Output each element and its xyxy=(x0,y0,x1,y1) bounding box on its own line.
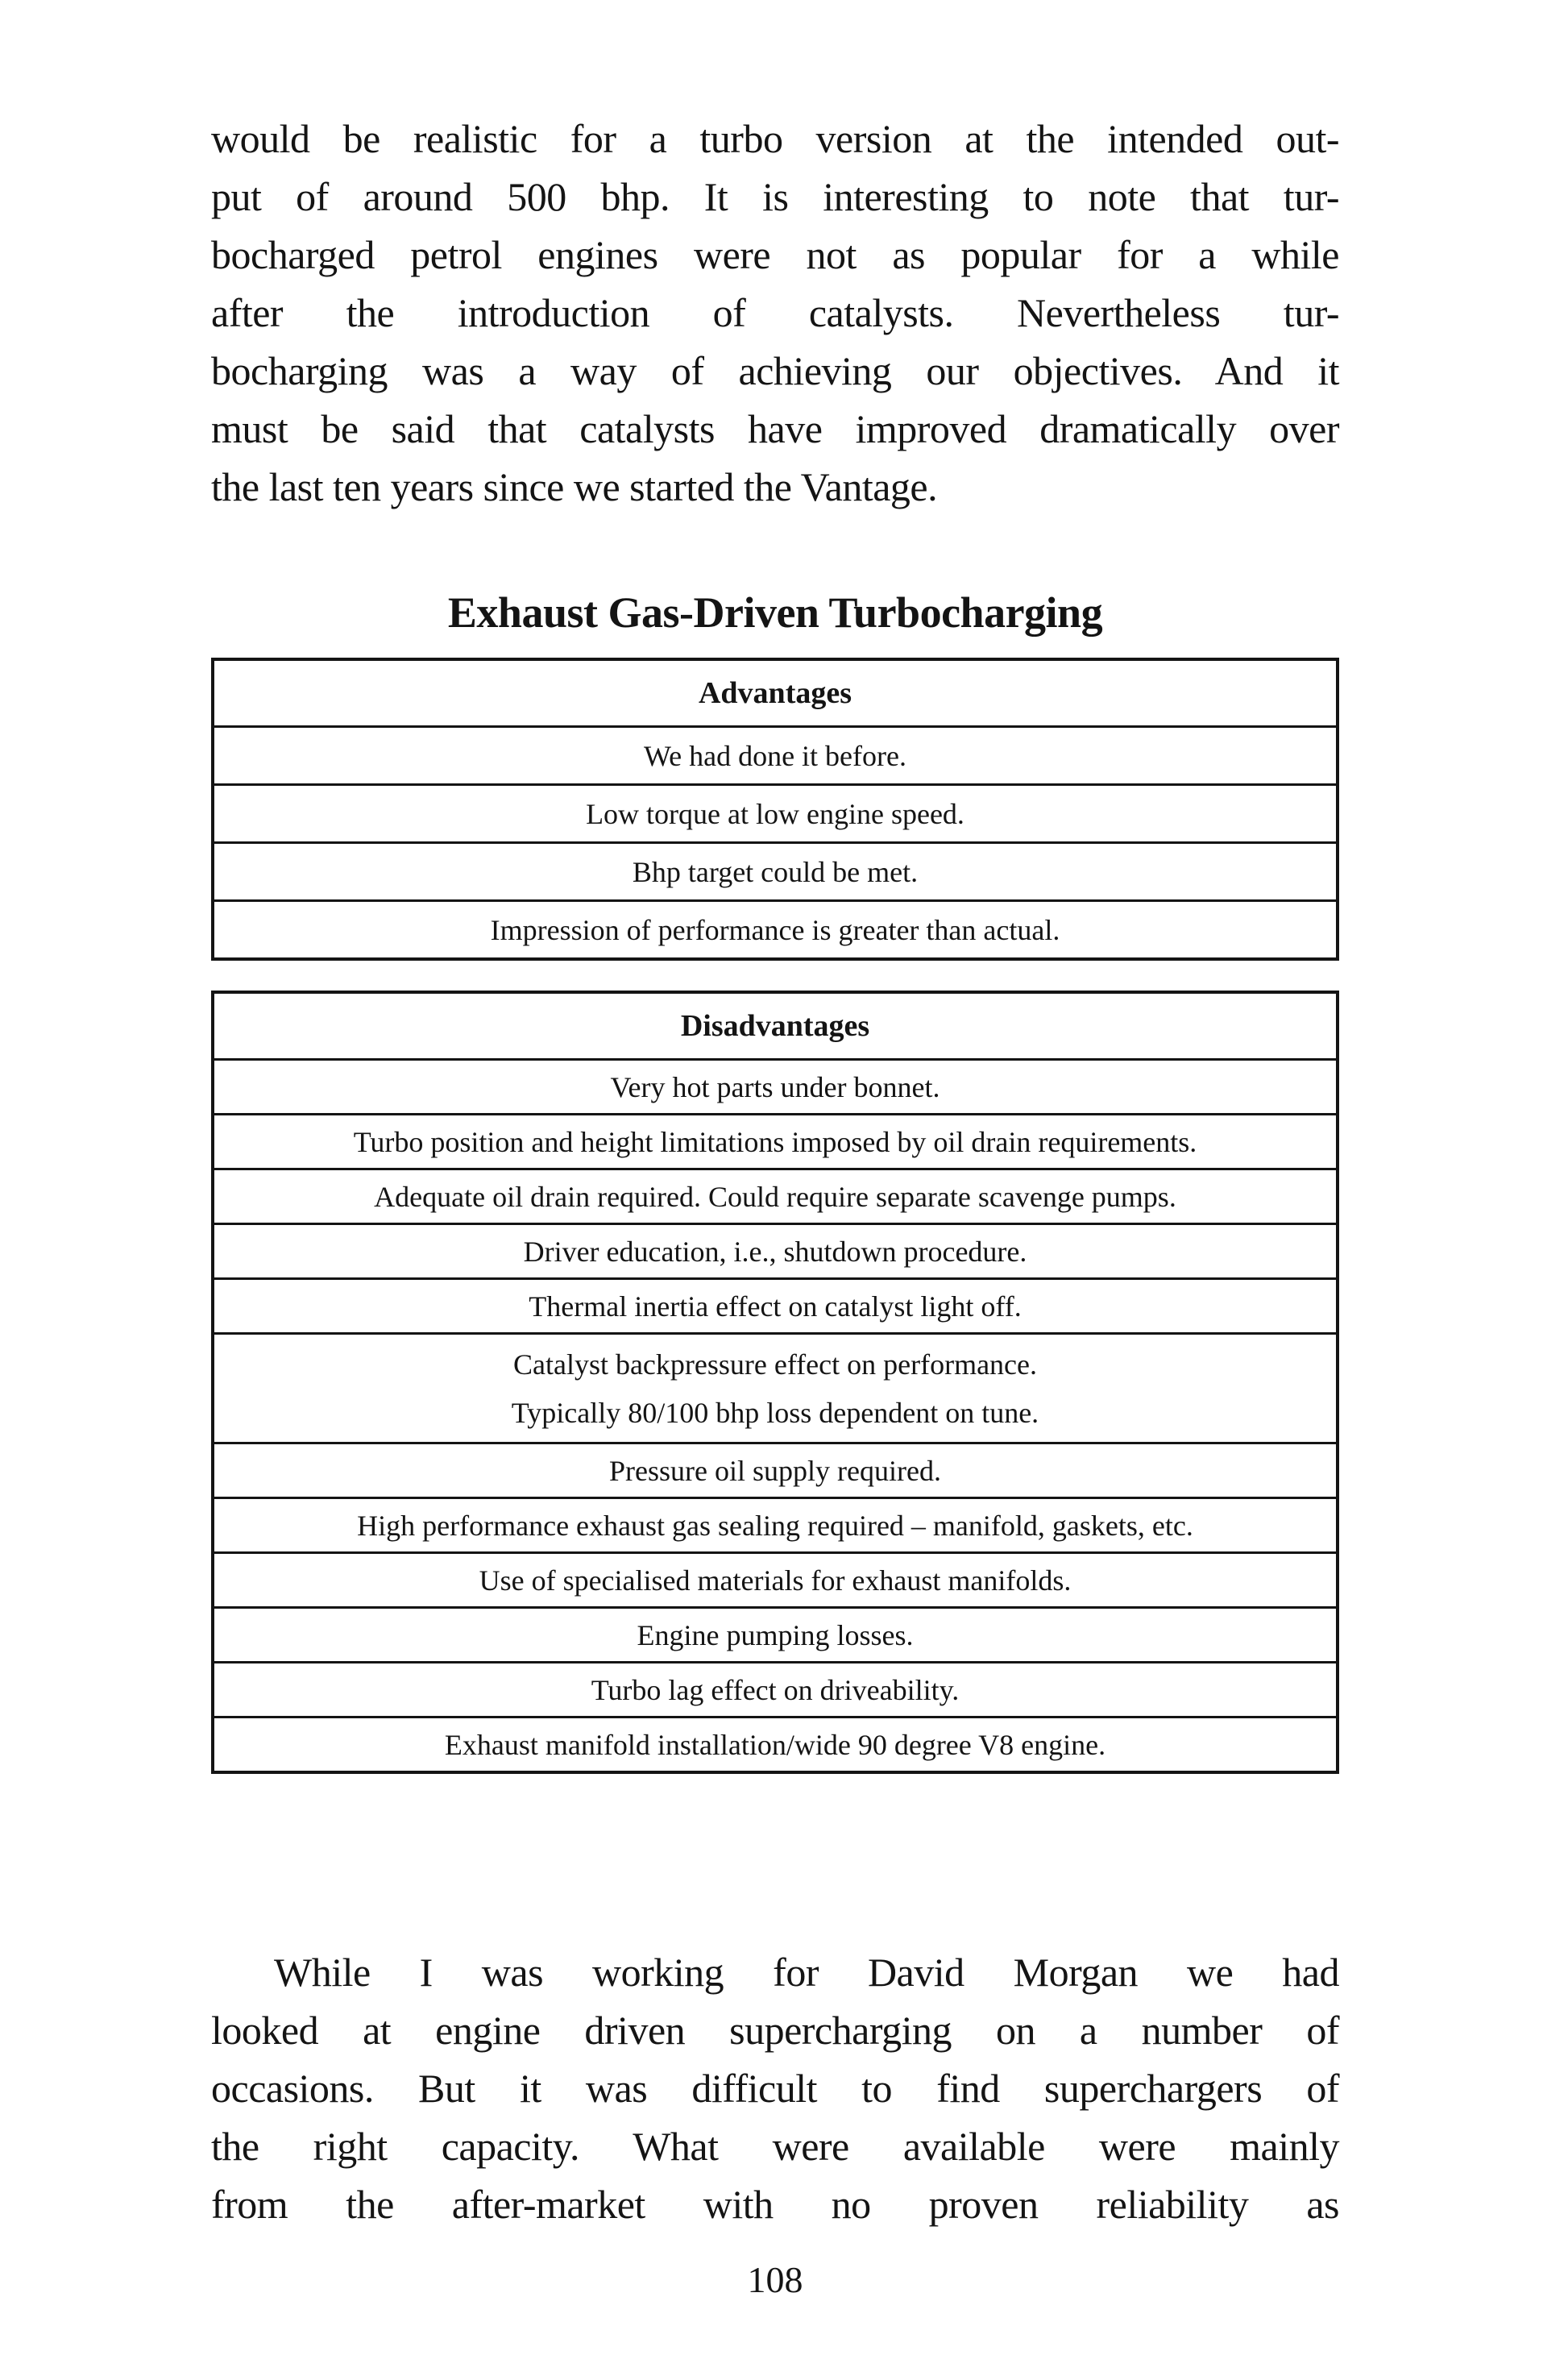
table-row: Exhaust manifold installation/wide 90 degree V8 engine. xyxy=(214,1716,1336,1771)
paragraph-line: looked at engine driven supercharging on a number of xyxy=(211,2008,1339,2053)
disadvantages-table xyxy=(211,991,1339,1774)
paragraph-line: would be realistic for a turbo version at the intended out- xyxy=(211,116,1339,161)
paragraph-line: While I was working for David Morgan we had xyxy=(274,1950,1339,1995)
table-row xyxy=(214,1332,1336,1442)
table-row: Turbo lag effect on driveability. xyxy=(214,1661,1336,1716)
table-row: Very hot parts under bonnet. xyxy=(214,1058,1336,1113)
table-row: Low torque at low engine speed. xyxy=(214,783,1336,841)
paragraph-line: after the introduction of catalysts. Nevertheless tur- xyxy=(211,290,1339,335)
advantages-table-header: Advantages xyxy=(698,676,852,710)
paragraph-line: the right capacity. What were available were mainly xyxy=(211,2124,1339,2169)
paragraph-line: put of around 500 bhp. It is interesting to note that tur- xyxy=(211,174,1339,219)
table-row: Adequate oil drain required. Could require separate scavenge pumps. xyxy=(214,1168,1336,1223)
paragraph-line: bocharging was a way of achieving our objectives. And it xyxy=(211,348,1339,393)
paragraph-top xyxy=(211,110,1339,516)
paragraph-line: the last ten years since we started the Vantage. xyxy=(211,464,938,509)
section-heading: Exhaust Gas-Driven Turbocharging xyxy=(447,588,1103,637)
table-row: We had done it before. xyxy=(214,725,1336,783)
table-row-line: Typically 80/100 bhp loss dependent on tune. xyxy=(511,1396,1039,1429)
table-row: Bhp target could be met. xyxy=(214,841,1336,899)
table-row: Pressure oil supply required. xyxy=(214,1442,1336,1497)
table-row: Thermal inertia effect on catalyst light off. xyxy=(214,1277,1336,1332)
paragraph-line: occasions. But it was difficult to find superchargers of xyxy=(211,2066,1339,2111)
paragraph-line: from the after-market with no proven reliability as xyxy=(211,2182,1339,2227)
table-row: Use of specialised materials for exhaust manifolds. xyxy=(214,1551,1336,1606)
table-row: High performance exhaust gas sealing required – manifold, gaskets, etc. xyxy=(214,1497,1336,1551)
page-number: 108 xyxy=(747,2259,803,2300)
disadvantages-table-header: Disadvantages xyxy=(680,1009,870,1043)
table-row: Driver education, i.e., shutdown procedure. xyxy=(214,1223,1336,1277)
table-row-line: Catalyst backpressure effect on performance. xyxy=(512,1348,1038,1381)
table-row: Engine pumping losses. xyxy=(214,1606,1336,1661)
paragraph-bottom xyxy=(211,1943,1339,2233)
table-row: Turbo position and height limitations imposed by oil drain requirements. xyxy=(214,1113,1336,1168)
table-row: Impression of performance is greater than actual. xyxy=(214,899,1336,957)
advantages-table xyxy=(211,658,1339,961)
paragraph-line: must be said that catalysts have improved dramatically over xyxy=(211,406,1339,451)
paragraph-line: bocharged petrol engines were not as popular for a while xyxy=(211,232,1339,277)
